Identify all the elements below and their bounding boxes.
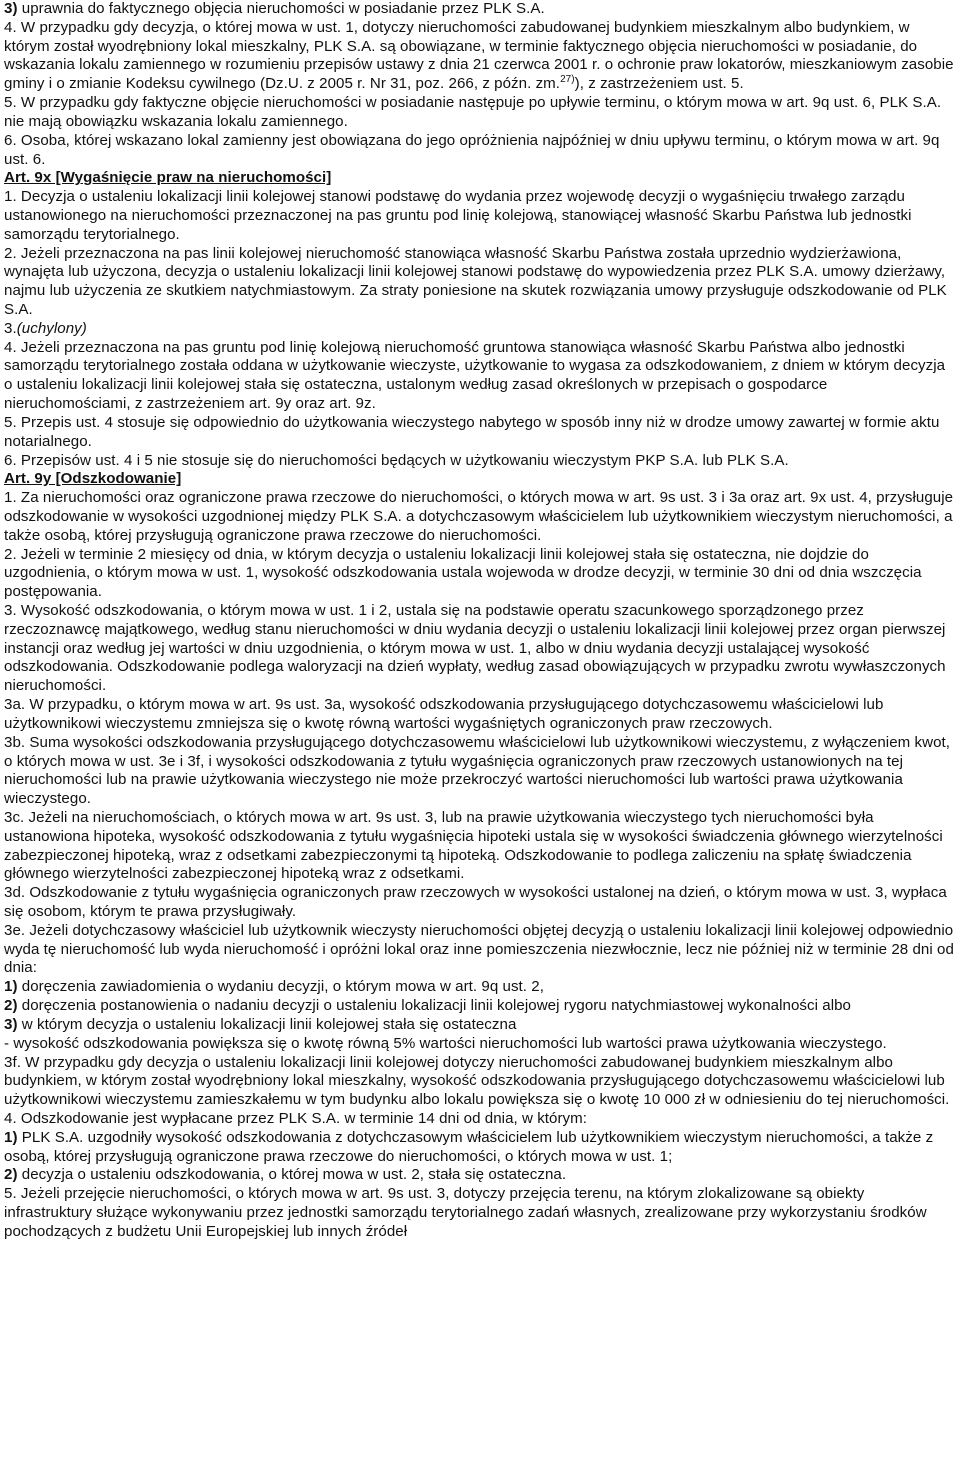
paragraph — [4, 132, 956, 170]
item-number: 2) — [4, 1166, 18, 1184]
paragraph — [4, 696, 956, 734]
paragraph-text: 3c. Jeżeli na nieruchomościach, o których mowa w art. 9s ust. 3, lub na prawie użytkowania wieczystego tych nieruchomości była ustanowiona hipoteka, wysokość odszkodowania z tytułu wygaśnięcia hipoteki ustala się w wysokości świadczenia głównego wierzytelności zabezpieczonej hipoteką, wraz z odsetkami zabezpieczonymi tą hipoteką. Odszkodowanie to podlega zaliczeniu na spłatę świadczenia głównego wierzytelności zabezpieczonej hipoteką wraz z odsetkami. — [4, 808, 943, 883]
paragraph — [4, 94, 956, 132]
paragraph-text: 5. Przepis ust. 4 stosuje się odpowiednio do użytkowania wieczystego nabytego w sposób inny niż w drodze umowy zawartej w formie aktu notarialnego. — [4, 413, 940, 450]
heading-text: Art. 9y [Odszkodowanie] — [4, 470, 182, 488]
paragraph-text: 2. Jeżeli przeznaczona na pas linii kolejowej nieruchomość stanowiąca własność Skarbu Państwa została uprzednio wydzierżawiona, wynajęta lub użyczona, decyzja o ustaleniu lokalizacji linii kolejowej stanowi podstawę do wypowiedzenia przez PLK S.A. umowy dzierżawy, najmu lub użyczenia ze skutkiem natychmiastowym. Za straty poniesione na skutek rozwiązania umowy przysługuje odszkodowanie od PLK S.A. — [4, 244, 947, 318]
paragraph — [4, 978, 956, 997]
paragraph-text: 5. W przypadku gdy faktyczne objęcie nieruchomości w posiadanie następuje po upływie terminu, o którym mowa w art. 9q ust. 6, PLK S.A. nie mają obowiązku wskazania lokalu zamiennego. — [4, 94, 942, 130]
paragraph — [4, 1166, 956, 1185]
paragraph — [4, 414, 956, 452]
paragraph-text: 4. Odszkodowanie jest wypłacane przez PLK S.A. w terminie 14 dni od dnia, w którym: — [4, 1109, 588, 1127]
paragraph — [4, 188, 956, 244]
paragraph — [4, 1129, 956, 1167]
paragraph — [4, 1054, 956, 1110]
item-number: 2) — [4, 997, 18, 1015]
paragraph — [4, 339, 956, 414]
paragraph — [4, 1185, 956, 1241]
item-number: 1) — [4, 978, 18, 996]
paragraph-text: PLK S.A. uzgodniły wysokość odszkodowania z dotychczasowym właścicielem lub użytkownikiem wieczystym nieruchomości, a także z osobą, której przysługują ograniczone prawa rzeczowe do nieruchomości, o których mowa w ust. 1; — [4, 1128, 934, 1165]
paragraph-text: 4. Jeżeli przeznaczona na pas gruntu pod linię kolejową nieruchomość gruntowa stanowiąca własność Skarbu Państwa albo jednostki samorządu terytorialnego została oddana w użytkowanie wieczyste, użytkowanie to wygasa za odszkodowaniem, z dniem w którym decyzja o ustaleniu lokalizacji linii kolejowej stała się ostateczna, ustalonym według zasad określonych w przepisach o gospodarce nieruchomościami, z zastrzeżeniem art. 9y oraz art. 9z. — [4, 338, 946, 413]
paragraph — [4, 602, 956, 696]
heading-text: Art. 9x [Wygaśnięcie praw na nieruchomości] — [4, 169, 332, 187]
paragraph — [4, 489, 956, 545]
paragraph — [4, 245, 956, 320]
paragraph — [4, 1035, 956, 1054]
paragraph — [4, 320, 956, 339]
paragraph-text: 6. Osoba, której wskazano lokal zamienny jest obowiązana do jego opróżnienia najpóźniej w dniu upływu terminu, o którym mowa w art. 9q ust. 6. — [4, 131, 940, 168]
paragraph-text: doręczenia postanowienia o nadaniu decyzji o ustaleniu lokalizacji linii kolejowej rygoru natychmiastowej wykonalności albo — [17, 997, 851, 1015]
paragraph — [4, 0, 956, 19]
repealed-note: (uchylony) — [16, 319, 87, 337]
paragraph-text: 3. Wysokość odszkodowania, o którym mowa w ust. 1 i 2, ustala się na podstawie operatu szacunkowego sporządzonego przez rzeczoznawcę majątkowego, według stanu nieruchomości w dniu wydania decyzji o ustaleniu lokalizacji linii kolejowej przez organ pierwszej instancji oraz według jej wartości w dniu uzgodnienia, o którym mowa w ust. 1, albo w dniu wydania decyzji ustalającej wysokość odszkodowania. Odszkodowanie podlega waloryzacji na dzień wypłaty, według zasad obowiązujących w przypadku zwrotu wywłaszczonych nieruchomości. — [4, 602, 946, 695]
paragraph-text: doręczenia zawiadomienia o wydaniu decyzji, o którym mowa w art. 9q ust. 2, — [17, 978, 544, 996]
paragraph-text: 3b. Suma wysokości odszkodowania przysługującego dotychczasowemu właścicielowi lub użytkownikowi wieczystemu, z wyłączeniem kwot, o których mowa w ust. 3e i 3f, i wysokości odszkodowania z tytułu wygaśnięcia ograniczonych praw rzeczowych ustanowionych na tej nieruchomości lub na prawie użytkowania wieczystego nie może przekroczyć wartości nieruchomości lub wartości prawa użytkowania wieczystego. — [4, 733, 951, 808]
paragraph — [4, 452, 956, 471]
paragraph — [4, 922, 956, 978]
paragraph — [4, 884, 956, 922]
paragraph-text: decyzja o ustaleniu odszkodowania, o której mowa w ust. 2, stała się ostateczna. — [17, 1166, 567, 1184]
paragraph-text: 6. Przepisów ust. 4 i 5 nie stosuje się do nieruchomości będących w użytkowaniu wieczystym PKP S.A. lub PLK S.A. — [4, 451, 789, 469]
item-number: 3) — [4, 1015, 18, 1033]
paragraph — [4, 1110, 956, 1129]
paragraph-text-tail: ), z zastrzeżeniem ust. 5. — [574, 75, 744, 93]
item-number: 1) — [4, 1128, 18, 1146]
paragraph-text: 2. Jeżeli w terminie 2 miesięcy od dnia, w którym decyzja o ustaleniu lokalizacji linii kolejowej stała się ostateczna, nie dojdzie do uzgodnienia, o którym mowa w ust. 1, wysokość odszkodowania ustala wojewoda w drodze decyzji, w terminie 30 dni od dnia wszczęcia postępowania. — [4, 545, 922, 601]
paragraph-text: 1. Za nieruchomości oraz ograniczone prawa rzeczowe do nieruchomości, o których mowa w art. 9s ust. 3 i 3a oraz art. 9x ust. 4, przysługuje odszkodowanie w wysokości uzgodnionej między PLK S.A. a dotychczasowym właścicielem lub użytkownikiem wieczystym nieruchomości, a także osobą, której przysługują ograniczone prawa rzeczowe do nieruchomości. — [4, 489, 954, 544]
paragraph — [4, 734, 956, 809]
paragraph-text: 3d. Odszkodowanie z tytułu wygaśnięcia ograniczonych praw rzeczowych w wysokości ustalonej na dzień, o którym mowa w ust. 3, wypłaca się osobom, którym te prawa przysługiwały. — [4, 884, 947, 920]
paragraph-text: 4. W przypadku gdy decyzja, o której mowa w ust. 1, dotyczy nieruchomości zabudowanej budynkiem mieszkalnym albo budynkiem, w którym został wyodrębniony lokal mieszkalny, PLK S.A. są obowiązane, w terminie faktycznego objęcia nieruchomości w posiadanie, do wskazania lokalu zamiennego w rozumieniu przepisów ustawy z dnia 21 czerwca 2001 r. o ochronie praw lokatorów, mieszkaniowym zasobie gminy i o zmianie Kodeksu cywilnego (Dz.U. z 2005 r. Nr 31, poz. 266, z późn. zm. — [4, 18, 954, 93]
paragraph-text: 3e. Jeżeli dotychczasowy właściciel lub użytkownik wieczysty nieruchomości objętej decyzją o ustaleniu lokalizacji linii kolejowej odpowiednio wyda tę nieruchomość lub wyda nieruchomość i opróżni lokal oraz inne pomieszczenia niezwłocznie, lecz nie później niż w terminie 28 dni od dnia: — [4, 921, 954, 977]
footnote-ref: 27) — [560, 74, 575, 86]
paragraph-text: 3. — [4, 319, 17, 337]
paragraph-text: 3a. W przypadku, o którym mowa w art. 9s ust. 3a, wysokość odszkodowania przysługującego dotychczasowemu właścicielowi lub użytkownikowi wieczystemu zmniejsza się o kwotę równą wartości wygaśniętych ograniczonych praw rzeczowych. — [4, 696, 884, 732]
paragraph — [4, 19, 956, 94]
paragraph-text: uprawnia do faktycznego objęcia nieruchomości w posiadanie przez PLK S.A. — [17, 0, 545, 17]
article-heading — [4, 470, 956, 489]
paragraph-text: w którym decyzja o ustaleniu lokalizacji linii kolejowej stała się ostateczna — [17, 1015, 517, 1033]
paragraph — [4, 1016, 956, 1035]
paragraph-text: 3f. W przypadku gdy decyzja o ustaleniu lokalizacji linii kolejowej dotyczy nieruchomości zabudowanej budynkiem mieszkalnym albo budynkiem, w którym został wyodrębniony lokal mieszkalny, wysokość odszkodowania przysługującego dotychczasowemu właścicielowi lub użytkownikowi wieczystemu zamieszkałemu w tym budynku albo lokalu powiększa się o kwotę 10 000 zł w odniesieniu do tej nieruchomości. — [4, 1053, 950, 1109]
article-heading — [4, 169, 956, 188]
paragraph — [4, 546, 956, 602]
paragraph — [4, 997, 956, 1016]
paragraph-text: 1. Decyzja o ustaleniu lokalizacji linii kolejowej stanowi podstawę do wydania przez wojewodę decyzji o wygaśnięciu trwałego zarządu ustanowionego na nieruchomości przeznaczonej na pas gruntu pod linię kolejową, stanowiącej własność Skarbu Państwa lub jednostki samorządu terytorialnego. — [4, 188, 912, 243]
paragraph-text: - wysokość odszkodowania powiększa się o kwotę równą 5% wartości nieruchomości lub wartości prawa użytkowania wieczystego. — [4, 1034, 887, 1052]
paragraph-text: 5. Jeżeli przejęcie nieruchomości, o których mowa w art. 9s ust. 3, dotyczy przejęcia terenu, na którym zlokalizowane są obiekty infrastruktury służące wykonywaniu przez jednostki samorządu terytorialnego zadań własnych, zrealizowane przy wykorzystaniu środków pochodzących z budżetu Unii Europejskiej lub innych źródeł — [4, 1185, 927, 1240]
item-number: 3) — [4, 0, 18, 17]
paragraph — [4, 809, 956, 884]
